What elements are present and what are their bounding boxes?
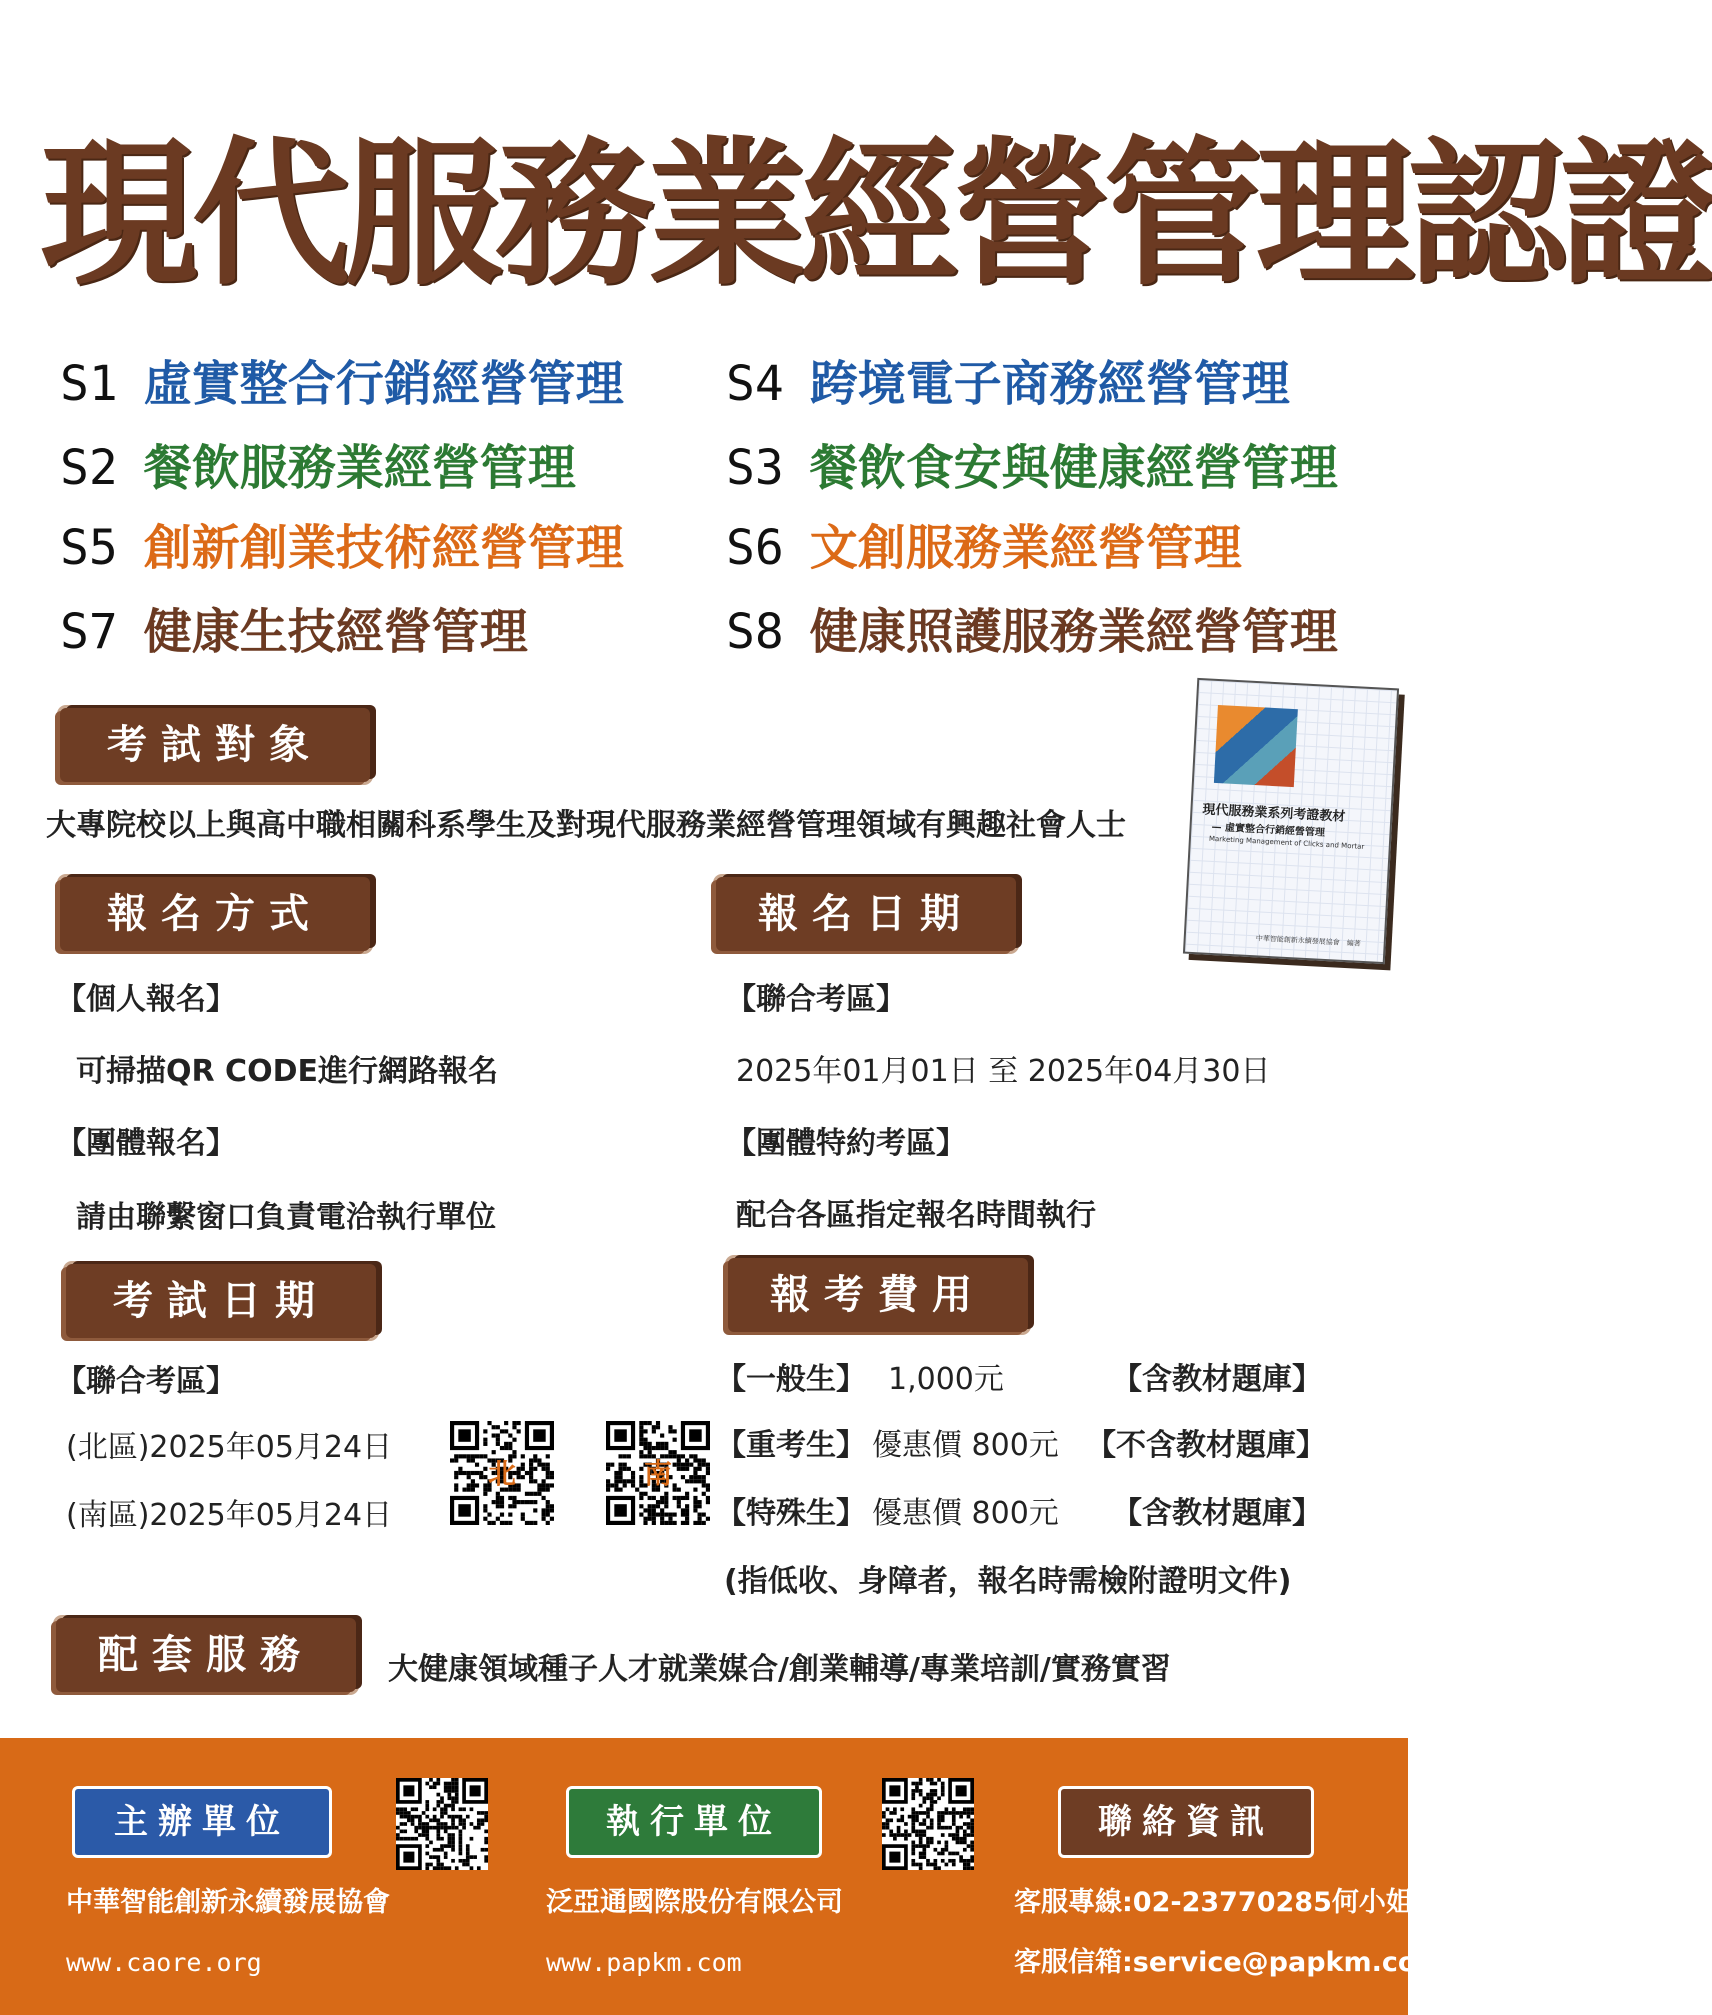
executor-name: 泛亞通國際股份有限公司 — [546, 1887, 843, 1918]
joint-area-heading: 【聯合考區】 — [726, 982, 906, 1017]
services-text: 大健康領域種子人才就業媒合/創業輔導/專業培訓/實務實習 — [388, 1652, 1171, 1687]
course-name: 創新創業技術經營管理 — [143, 520, 624, 576]
organizer-url[interactable]: www.caore.org — [66, 1948, 262, 1977]
target-text: 大專院校以上與高中職相關科系學生及對現代服務業經營管理領域有興趣社會人士 — [46, 808, 1126, 843]
fee-remark: (指低收、身障者，報名時需檢附證明文件) — [724, 1564, 1292, 1599]
course-name: 餐飲服務業經營管理 — [143, 440, 576, 496]
fees-label: 報考費用 — [728, 1258, 1028, 1332]
organizer-name: 中華智能創新永續發展協會 — [66, 1887, 390, 1918]
course-code: S5 — [60, 520, 118, 576]
fee-note-retake: 【不含教材題庫】 — [1086, 1428, 1326, 1463]
fee-type-retake: 【重考生】 — [716, 1428, 866, 1463]
group-area-text: 配合各區指定報名時間執行 — [736, 1198, 1096, 1233]
course-item — [60, 354, 624, 414]
book-publisher: 中華智能創新永續發展協會 編著 — [1255, 934, 1361, 948]
personal-registration-heading: 【個人報名】 — [56, 982, 236, 1017]
course-code: S7 — [60, 604, 118, 660]
qr-code-executor[interactable] — [882, 1778, 974, 1870]
group-registration-text: 請由聯繫窗口負責電洽執行單位 — [76, 1200, 496, 1235]
course-item — [726, 438, 1338, 498]
course-code: S3 — [726, 440, 784, 496]
course-name: 健康照護服務業經營管理 — [809, 604, 1338, 660]
course-name: 餐飲食安與健康經營管理 — [809, 440, 1338, 496]
footer — [0, 1738, 1445, 2015]
services-label: 配套服務 — [56, 1618, 356, 1692]
course-name: 文創服務業經營管理 — [809, 520, 1242, 576]
contact-phone: 客服專線:02-23770285何小姐 — [1014, 1887, 1413, 1918]
book-english-title: Marketing Management of Clicks and Mortar — [1208, 834, 1365, 851]
qr-code-organizer[interactable] — [396, 1778, 488, 1870]
contact-email[interactable]: 客服信箱:service@papkm.com — [1014, 1947, 1445, 1978]
course-code: S1 — [60, 356, 118, 412]
course-item — [60, 438, 576, 498]
executor-label: 執行單位 — [566, 1786, 822, 1858]
fee-price-retake: 優惠價 800元 — [872, 1428, 1059, 1463]
course-item — [726, 602, 1338, 662]
course-code: S4 — [726, 356, 784, 412]
exam-date-south: (南區)2025年05月24日 — [66, 1498, 393, 1533]
fee-type-special: 【特殊生】 — [716, 1496, 866, 1531]
course-code: S2 — [60, 440, 118, 496]
course-code: S6 — [726, 520, 784, 576]
organizer-label: 主辦單位 — [72, 1786, 332, 1858]
textbook-image — [1183, 678, 1399, 964]
course-name: 跨境電子商務經營管理 — [809, 356, 1290, 412]
registration-method-label: 報名方式 — [60, 877, 370, 951]
page-title: 現代服務業經營管理認證 — [40, 123, 1712, 307]
target-label: 考試對象 — [60, 708, 370, 782]
group-registration-heading: 【團體報名】 — [56, 1126, 236, 1161]
course-name: 健康生技經營管理 — [143, 604, 528, 660]
book-cover-art — [1214, 705, 1298, 787]
book-subtitle: — 虛實整合行銷經營管理 — [1211, 821, 1326, 839]
fee-note-general: 【含教材題庫】 — [1112, 1362, 1322, 1397]
registration-period: 2025年01月01日 至 2025年04月30日 — [736, 1054, 1271, 1089]
fee-type-general: 【一般生】 — [716, 1362, 866, 1397]
course-name: 虛實整合行銷經營管理 — [143, 356, 624, 412]
fee-price-general: 1,000元 — [888, 1362, 1004, 1397]
course-item — [726, 354, 1290, 414]
book-title: 現代服務業系列考證教材 — [1202, 802, 1346, 825]
personal-registration-text: 可掃描QR CODE進行網路報名 — [76, 1054, 498, 1089]
executor-url[interactable]: www.papkm.com — [546, 1948, 742, 1977]
course-item — [60, 602, 528, 662]
course-code: S8 — [726, 604, 784, 660]
exam-date-label: 考試日期 — [66, 1264, 376, 1338]
fee-price-special: 優惠價 800元 — [872, 1496, 1059, 1531]
course-item — [60, 518, 624, 578]
group-area-heading: 【團體特約考區】 — [726, 1126, 966, 1161]
exam-date-north: (北區)2025年05月24日 — [66, 1430, 393, 1465]
exam-joint-heading: 【聯合考區】 — [56, 1364, 236, 1399]
qr-south-label: 南 — [643, 1457, 672, 1490]
qr-north-label: 北 — [487, 1457, 516, 1490]
contact-label: 聯絡資訊 — [1058, 1786, 1314, 1858]
fee-note-special: 【含教材題庫】 — [1112, 1496, 1322, 1531]
registration-date-label: 報名日期 — [716, 877, 1016, 951]
course-item — [726, 518, 1242, 578]
